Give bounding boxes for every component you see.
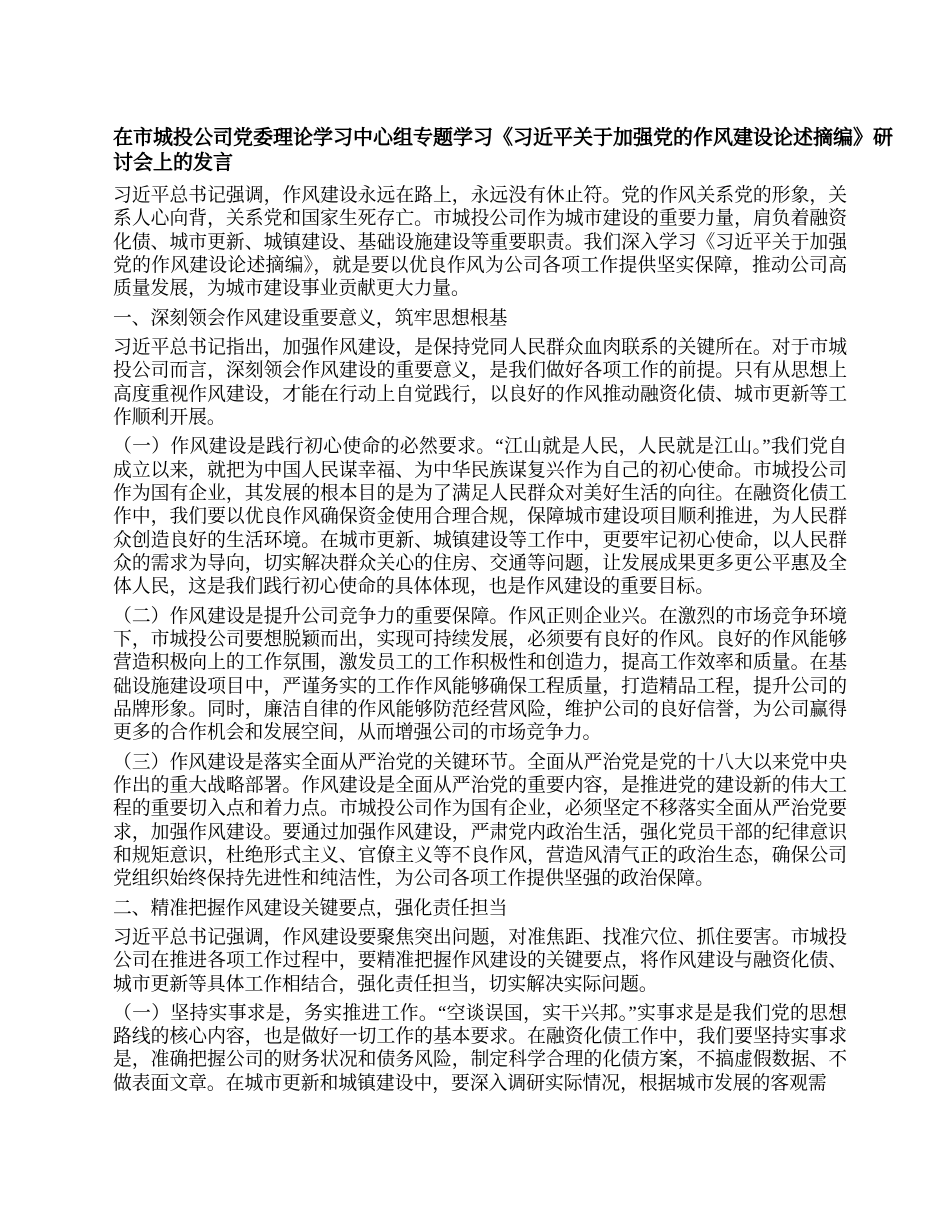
document-body	[113, 126, 893, 1095]
intro-paragraph: 习近平总书记强调，作风建设永远在路上，永远没有休止符。党的作风关系党的形象，关系人心向背，关系党和国家生死存亡。市城投公司作为城市建设的重要力量，肩负着融资化债、城市更新、城镇建设、基础设施建设等重要职责。我们深入学习《习近平关于加强党的作风建设论述摘编》，就是要以优良作风为公司各项工作提供坚实保障，推动公司高质量发展，为城市建设事业贡献更大力量。	[113, 185, 847, 300]
section-heading-2: 二、精准把握作风建设关键要点，强化责任担当	[113, 897, 508, 919]
section-1-point-3-paragraph: （三）作风建设是落实全面从严治党的关键环节。全面从严治党是党的十八大以来党中央作出的重大战略部署。作风建设是全面从严治党的重要内容，是推进党的建设新的伟大工程的重要切入点和着力点。市城投公司作为国有企业，必须坚定不移落实全面从严治党要求，加强作风建设。要通过加强作风建设，严肃党内政治生活，强化党员干部的纪律意识和规矩意识，杜绝形式主义、官僚主义等不良作风，营造风清气正的政治生态，确保公司党组织始终保持先进性和纯洁性，为公司各项工作提供坚强的政治保障。	[113, 751, 847, 890]
document-title: 在市城投公司党委理论学习中心组专题学习《习近平关于加强党的作风建设论述摘编》研讨会上的发言	[113, 127, 893, 174]
section-2-intro-paragraph: 习近平总书记强调，作风建设要聚焦突出问题，对准焦距、找准穴位、抓住要害。市城投公司在推进各项工作过程中，要精准把握作风建设的关键要点，将作风建设与融资化债、城市更新等具体工作相结合，强化责任担当，切实解决实际问题。	[113, 926, 847, 995]
section-1-intro-paragraph: 习近平总书记指出，加强作风建设，是保持党同人民群众血肉联系的关键所在。对于市城投公司而言，深刻领会作风建设的重要意义，是我们做好各项工作的前提。只有从思想上高度重视作风建设，才能在行动上自觉践行，以良好的作风推动融资化债、城市更新等工作顺利开展。	[113, 336, 847, 428]
section-2-point-1-paragraph: （一）坚持实事求是，务实推进工作。“空谈误国，实干兴邦。”实事求是是我们党的思想路线的核心内容，也是做好一切工作的基本要求。在融资化债工作中，我们要坚持实事求是，准确把握公司的财务状况和债务风险，制定科学合理的化债方案，不搞虚假数据、不做表面文章。在城市更新和城镇建设中，要深入调研实际情况，根据城市发展的客观需	[113, 1002, 847, 1094]
section-1-point-1-paragraph: （一）作风建设是践行初心使命的必然要求。“江山就是人民，人民就是江山。”我们党自成立以来，就把为中国人民谋幸福、为中华民族谋复兴作为自己的初心使命。市城投公司作为国有企业，其发展的根本目的是为了满足人民群众对美好生活的向往。在融资化债工作中，我们要以优良作风确保资金使用合理合规，保障城市建设项目顺利推进，为人民群众创造良好的生活环境。在城市更新、城镇建设等工作中，更要牢记初心使命，以人民群众的需求为导向，切实解决群众关心的住房、交通等问题，让发展成果更多更公平惠及全体人民，这是我们践行初心使命的具体体现，也是作风建设的重要目标。	[113, 436, 847, 598]
section-1-point-2-paragraph: （二）作风建设是提升公司竞争力的重要保障。作风正则企业兴。在激烈的市场竞争环境下，市城投公司要想脱颖而出，实现可持续发展，必须要有良好的作风。良好的作风能够营造积极向上的工作氛围，激发员工的工作积极性和创造力，提高工作效率和质量。在基础设施建设项目中，严谨务实的工作作风能够确保工程质量，打造精品工程，提升公司的品牌形象。同时，廉洁自律的作风能够防范经营风险，维护公司的良好信誉，为公司赢得更多的合作机会和发展空间，从而增强公司的市场竞争力。	[113, 605, 847, 744]
section-heading-1: 一、深刻领会作风建设重要意义，筑牢思想根基	[113, 307, 508, 329]
